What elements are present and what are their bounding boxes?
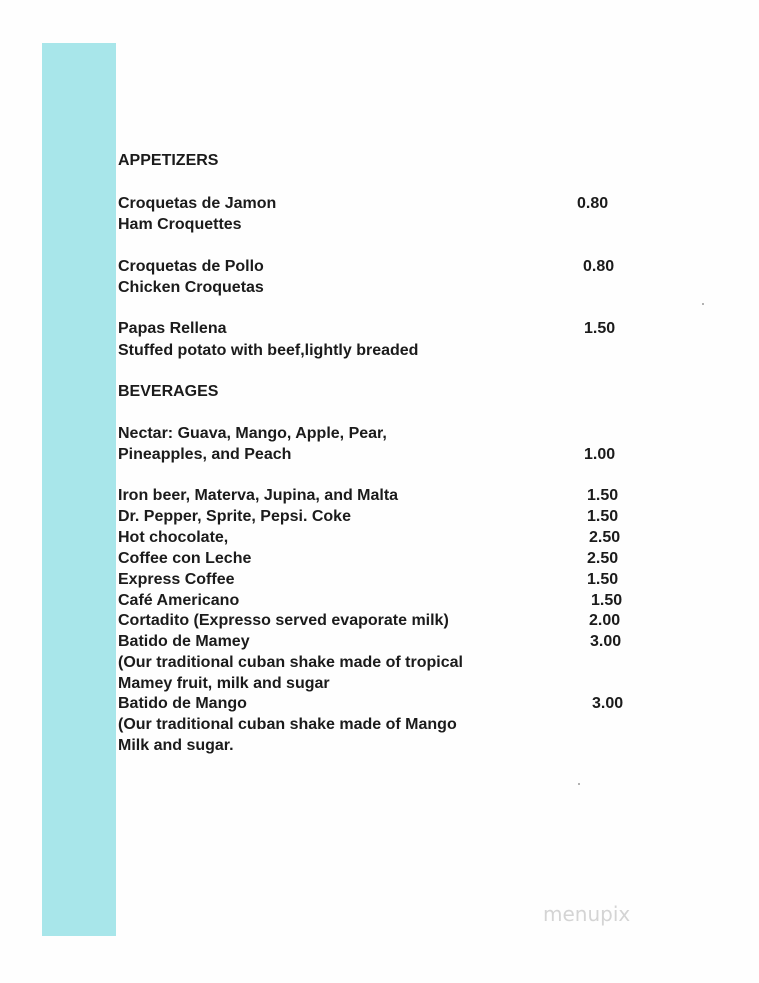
beverage-price: 2.00: [589, 612, 621, 629]
appetizer-price: 1.50: [584, 320, 616, 337]
appetizer-name: Papas Rellena: [118, 320, 227, 337]
batido-mamey-description: Mamey fruit, milk and sugar: [118, 675, 330, 692]
scan-speck: [578, 783, 580, 785]
batido-mango-name: Batido de Mango: [118, 695, 247, 712]
appetizer-description: Chicken Croquetas: [118, 279, 264, 296]
beverage-price: 1.50: [591, 592, 623, 609]
batido-mango-description: (Our traditional cuban shake made of Mango: [118, 716, 457, 733]
beverage-name: Dr. Pepper, Sprite, Pepsi. Coke: [118, 508, 351, 525]
appetizer-name: Croquetas de Pollo: [118, 258, 264, 275]
beverage-name: Café Americano: [118, 592, 240, 609]
beverage-price: 1.50: [587, 487, 619, 504]
beverage-price: 1.50: [587, 571, 619, 588]
batido-mamey-name: Batido de Mamey: [118, 633, 250, 650]
batido-mango-price: 3.00: [592, 695, 624, 712]
beverage-price: 1.50: [587, 508, 619, 525]
appetizer-description: Stuffed potato with beef,lightly breaded: [118, 342, 419, 359]
nectar-price: 1.00: [584, 446, 616, 463]
nectar-line-2: Pineapples, and Peach: [118, 446, 292, 463]
batido-mango-description: Milk and sugar.: [118, 737, 234, 754]
beverage-name: Cortadito (Expresso served evaporate milk): [118, 612, 449, 629]
scan-speck: [702, 303, 704, 305]
nectar-line-1: Nectar: Guava, Mango, Apple, Pear,: [118, 425, 387, 442]
batido-mamey-description: (Our traditional cuban shake made of tropical: [118, 654, 463, 671]
beverage-name: Coffee con Leche: [118, 550, 252, 567]
appetizer-description: Ham Croquettes: [118, 216, 242, 233]
appetizer-price: 0.80: [577, 195, 609, 212]
beverage-name: Express Coffee: [118, 571, 235, 588]
beverage-price: 2.50: [589, 529, 621, 546]
appetizer-price: 0.80: [583, 258, 615, 275]
appetizers-heading: APPETIZERS: [118, 152, 219, 169]
batido-mamey-price: 3.00: [590, 633, 622, 650]
beverage-name: Hot chocolate,: [118, 529, 229, 546]
beverage-name: Iron beer, Materva, Jupina, and Malta: [118, 487, 399, 504]
decorative-side-stripe: [42, 43, 116, 936]
appetizer-name: Croquetas de Jamon: [118, 195, 277, 212]
menupix-watermark: menupix: [543, 902, 631, 926]
beverages-heading: BEVERAGES: [118, 383, 219, 400]
beverage-price: 2.50: [587, 550, 619, 567]
